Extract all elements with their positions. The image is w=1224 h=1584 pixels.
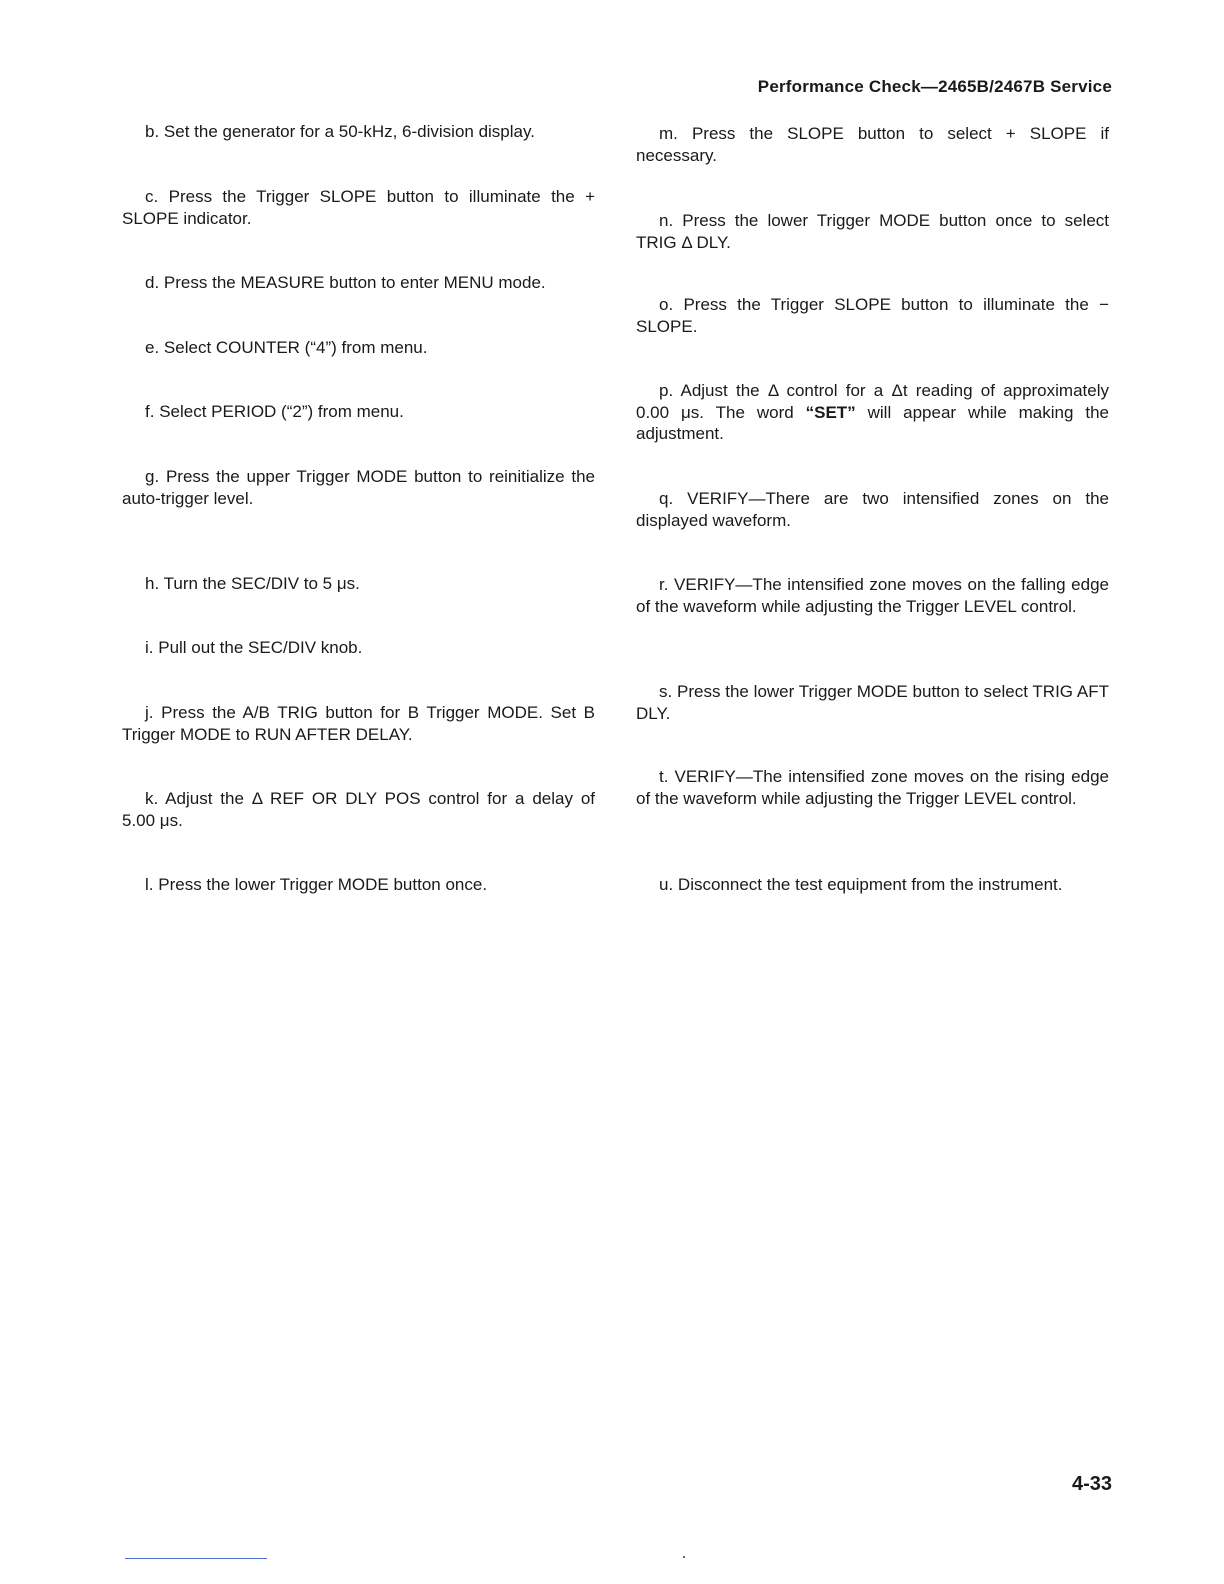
step-letter: c.: [145, 187, 159, 206]
step-letter: g.: [145, 467, 160, 486]
footer-mark: [683, 1556, 685, 1558]
step-r: [636, 574, 1109, 617]
step-text: Press the MEASURE button to enter MENU mode.: [163, 273, 546, 292]
step-letter: h.: [145, 574, 160, 593]
step-letter: r.: [659, 575, 669, 594]
step-c: [122, 186, 595, 229]
step-g: [122, 466, 595, 509]
step-letter: m.: [659, 124, 678, 143]
step-o: [636, 294, 1109, 337]
step-q: [636, 488, 1109, 531]
step-letter: l.: [145, 875, 154, 894]
set-word: “SET”: [805, 402, 856, 422]
step-letter: e.: [145, 338, 160, 357]
step-b: [122, 121, 595, 143]
step-text: Press the Trigger SLOPE button to illuminate the + SLOPE indicator.: [122, 187, 595, 228]
step-letter: b.: [145, 122, 160, 141]
step-text: VERIFY—The intensified zone moves on the rising edge of the waveform while adjusting the Trigger LEVEL control.: [636, 767, 1109, 808]
step-text-after: will appear while making the adjustment.: [636, 402, 1109, 443]
step-letter: n.: [659, 211, 674, 230]
step-text: Press the A/B TRIG button for B Trigger MODE. Set B Trigger MODE to RUN AFTER DELAY.: [122, 703, 596, 744]
step-text: Press the lower Trigger MODE button once.: [158, 875, 488, 894]
step-d: [122, 272, 595, 294]
step-p: [636, 380, 1109, 445]
step-letter: d.: [145, 273, 160, 292]
step-k: [122, 788, 595, 831]
step-text: Press the upper Trigger MODE button to reinitialize the auto-trigger level.: [122, 467, 595, 508]
step-s: [636, 681, 1109, 724]
step-letter: q.: [659, 489, 674, 508]
step-f: [122, 401, 595, 423]
step-text: Set the generator for a 50-kHz, 6-division display.: [163, 122, 535, 141]
step-m: [636, 123, 1109, 166]
step-text: Adjust the Δ REF OR DLY POS control for a delay of 5.00 μs.: [122, 789, 595, 830]
page-number: 4-33: [1071, 1473, 1112, 1495]
footer-rule: [125, 1558, 267, 1559]
step-text: VERIFY—There are two intensified zones on the displayed waveform.: [636, 489, 1109, 530]
step-letter: p.: [659, 381, 674, 400]
step-letter: f.: [145, 402, 155, 421]
step-text: Press the lower Trigger MODE button to select TRIG AFT DLY.: [636, 682, 1109, 723]
step-letter: t.: [659, 767, 669, 786]
step-text: VERIFY—The intensified zone moves on the falling edge of the waveform while adjusting the Trigger LEVEL control.: [636, 575, 1109, 616]
step-i: [122, 637, 595, 659]
step-t: [636, 766, 1109, 809]
step-text: Select PERIOD (“2”) from menu.: [159, 402, 404, 421]
step-n: [636, 210, 1109, 253]
step-j: [122, 702, 595, 745]
step-h: [122, 573, 595, 595]
step-letter: u.: [659, 875, 674, 894]
step-u: [636, 874, 1109, 896]
step-text: Press the Trigger SLOPE button to illuminate the − SLOPE.: [636, 295, 1109, 336]
step-text: Select COUNTER (“4”) from menu.: [163, 338, 428, 357]
step-letter: j.: [145, 703, 154, 722]
step-text: Disconnect the test equipment from the instrument.: [677, 875, 1063, 894]
step-text: Pull out the SEC/DIV knob.: [158, 638, 363, 657]
step-letter: s.: [659, 682, 673, 701]
step-text: Adjust the Δ control for a Δt reading of approximately 0.00 μs. The word: [636, 381, 1109, 422]
step-e: [122, 337, 595, 359]
step-text: Press the SLOPE button to select + SLOPE if necessary.: [636, 124, 1109, 165]
step-letter: k.: [145, 789, 159, 808]
step-text: Press the lower Trigger MODE button once to select TRIG Δ DLY.: [636, 211, 1109, 252]
step-letter: i.: [145, 638, 154, 657]
page-header: Performance Check—2465B/2467B Service: [757, 77, 1112, 96]
step-l: [122, 874, 595, 896]
step-text: Turn the SEC/DIV to 5 μs.: [163, 574, 360, 593]
step-letter: o.: [659, 295, 674, 314]
